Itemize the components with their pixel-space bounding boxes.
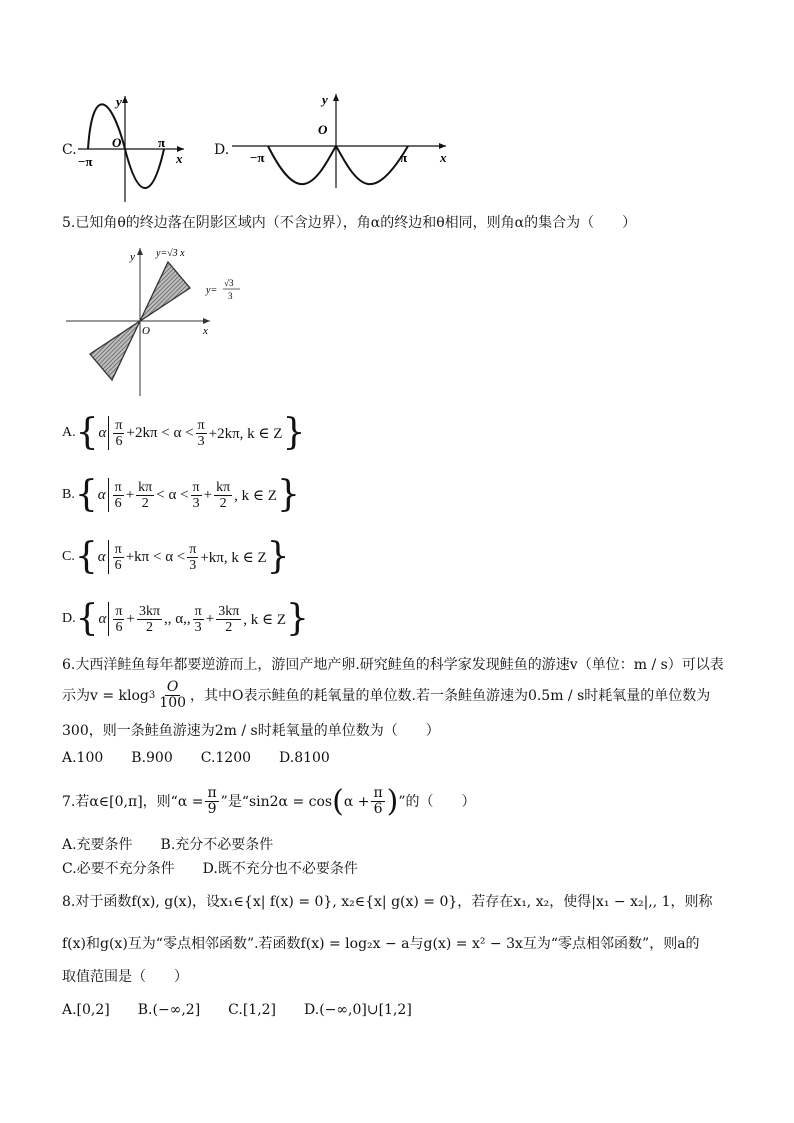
q6-options: A.100 B.900 C.1200 D.8100	[62, 750, 330, 766]
q5-option-a: A. { α $\frac{\pi}{6}$ +2kπ < α < $\frac{\pi}{3}$ +2kπ, k ∈ Z }	[62, 412, 306, 453]
fraction: $\frac{k\pi}{2}$	[216, 479, 231, 511]
q5-fig-line2-lhs: y=	[206, 285, 218, 296]
fraction: $\frac{3k\pi}{2}$	[138, 603, 161, 635]
q5-option-a-label: A.	[62, 425, 76, 440]
q8-line-1: 8.对于函数f(x), g(x)，设x₁∈{x| f(x) = 0}, x₂∈{x| g(x) = 0}，若存在x₁, x₂，使得|x₁ − x₂|,, 1，则称	[62, 894, 713, 910]
q6-line-3: 300，则一条鲑鱼游速为2m / s时耗氧量的单位数为（ ）	[62, 723, 440, 739]
fraction: $\frac{\pi}{3}$	[194, 603, 202, 635]
q4-option-d-label: D.	[214, 142, 230, 158]
graph-c-y-label: y	[116, 94, 122, 109]
q5-option-b-label: B.	[62, 487, 75, 502]
q5-stem: 5.已知角θ的终边落在阴影区域内（不含边界），角α的终边和θ相同，则角α的集合为（ ）	[62, 215, 637, 231]
q5-fig-x-label: x	[203, 325, 208, 337]
q5-option-b: B. { α $\frac{\pi}{6}$ + $\frac{k\pi}{2}$ < α < $\frac{\pi}{3}$ + $\frac{k\pi}{2}$ , k ∈ Z }	[62, 474, 300, 515]
q7-stem: 7.若α∈[0,π]，则“α = $\frac{\pi}{9}$ ”是“sin2α = cos ( α + $\frac{\pi}{6}$ ) ”的（ ）	[62, 783, 476, 819]
q5-fig-line2-den: 3	[228, 291, 233, 301]
q7-options-ab: A.充要条件 B.充分不必要条件	[62, 837, 274, 853]
graph-c-x-label: x	[176, 151, 183, 166]
q5-figure	[64, 242, 254, 398]
fraction: $\frac{3k\pi}{2}$	[218, 603, 240, 635]
q7-options-cd: C.必要不充分条件 D.既不充分也不必要条件	[62, 861, 358, 877]
graph-d-y-label: y	[322, 92, 328, 107]
graph-d-pi-label: π	[400, 150, 408, 165]
graph-d-neg-pi-label: −π	[250, 150, 265, 165]
fraction: $\frac{\pi}{6}$	[115, 603, 123, 635]
q5-fig-line2-num: √3	[224, 278, 234, 288]
q4-graph-d	[232, 90, 452, 190]
q4-option-c-label: C.	[62, 142, 77, 158]
fraction: $\frac{\pi}{6}$	[115, 417, 123, 449]
q5-fig-origin-label: O	[142, 325, 150, 337]
q6-line-1: 6.大西洋鲑鱼每年都要逆游而上，游回产地产卵.研究鲑鱼的科学家发现鲑鱼的游速v（单位：m / s）可以表	[62, 657, 724, 673]
graph-c-pi-label: π	[158, 135, 166, 150]
fraction: $\frac{\pi}{6}$	[114, 541, 122, 573]
graph-c-neg-pi-label: −π	[78, 154, 93, 169]
q8-options: A.[0,2] B.(−∞,2] C.[1,2] D.(−∞,0]∪[1,2]	[62, 1002, 412, 1018]
q8-line-2: f(x)和g(x)互为“零点相邻函数”.若函数f(x) = log₂x − a与g(x) = x² − 3x互为“零点相邻函数”，则a的	[62, 936, 700, 952]
fraction: $\frac{\pi}{6}$	[373, 785, 383, 817]
q6-line-2: 示为v = klog 3 $\frac{O}{100}$ ，其中O表示鲑鱼的耗氧量的单位数.若一条鲑鱼游速为0.5m / s时耗氧量的单位数为	[62, 679, 711, 711]
q5-option-d: D. { α $\frac{\pi}{6}$ + $\frac{3k\pi}{2}$ ,, α,, $\frac{\pi}{3}$ + $\frac{3k\pi}{2}$ , k ∈ Z }	[62, 598, 309, 639]
q5-fig-line1-label: y=√3 x	[156, 248, 185, 259]
fraction: $\frac{\pi}{3}$	[189, 541, 197, 573]
graph-d-origin-label: O	[318, 122, 328, 137]
fraction: $\frac{k\pi}{2}$	[138, 479, 153, 511]
q4-graph-c	[78, 92, 188, 204]
q5-fig-y-label: y	[130, 251, 135, 263]
q5-option-c: C. { α $\frac{\pi}{6}$ +kπ < α < $\frac{\pi}{3}$ +kπ, k ∈ Z }	[62, 536, 290, 577]
q5-option-c-label: C.	[62, 549, 75, 564]
fraction: $\frac{\pi}{6}$	[114, 479, 122, 511]
q8-line-3: 取值范围是（ ）	[62, 969, 188, 985]
fraction: $\frac{O}{100}$	[159, 679, 187, 711]
graph-c-origin-label: O	[112, 135, 122, 150]
graph-d-x-label: x	[440, 150, 447, 165]
fraction: $\frac{\pi}{3}$	[197, 417, 205, 449]
fraction: $\frac{\pi}{3}$	[192, 479, 200, 511]
q5-option-d-label: D.	[62, 611, 76, 626]
fraction: $\frac{\pi}{9}$	[207, 785, 217, 817]
